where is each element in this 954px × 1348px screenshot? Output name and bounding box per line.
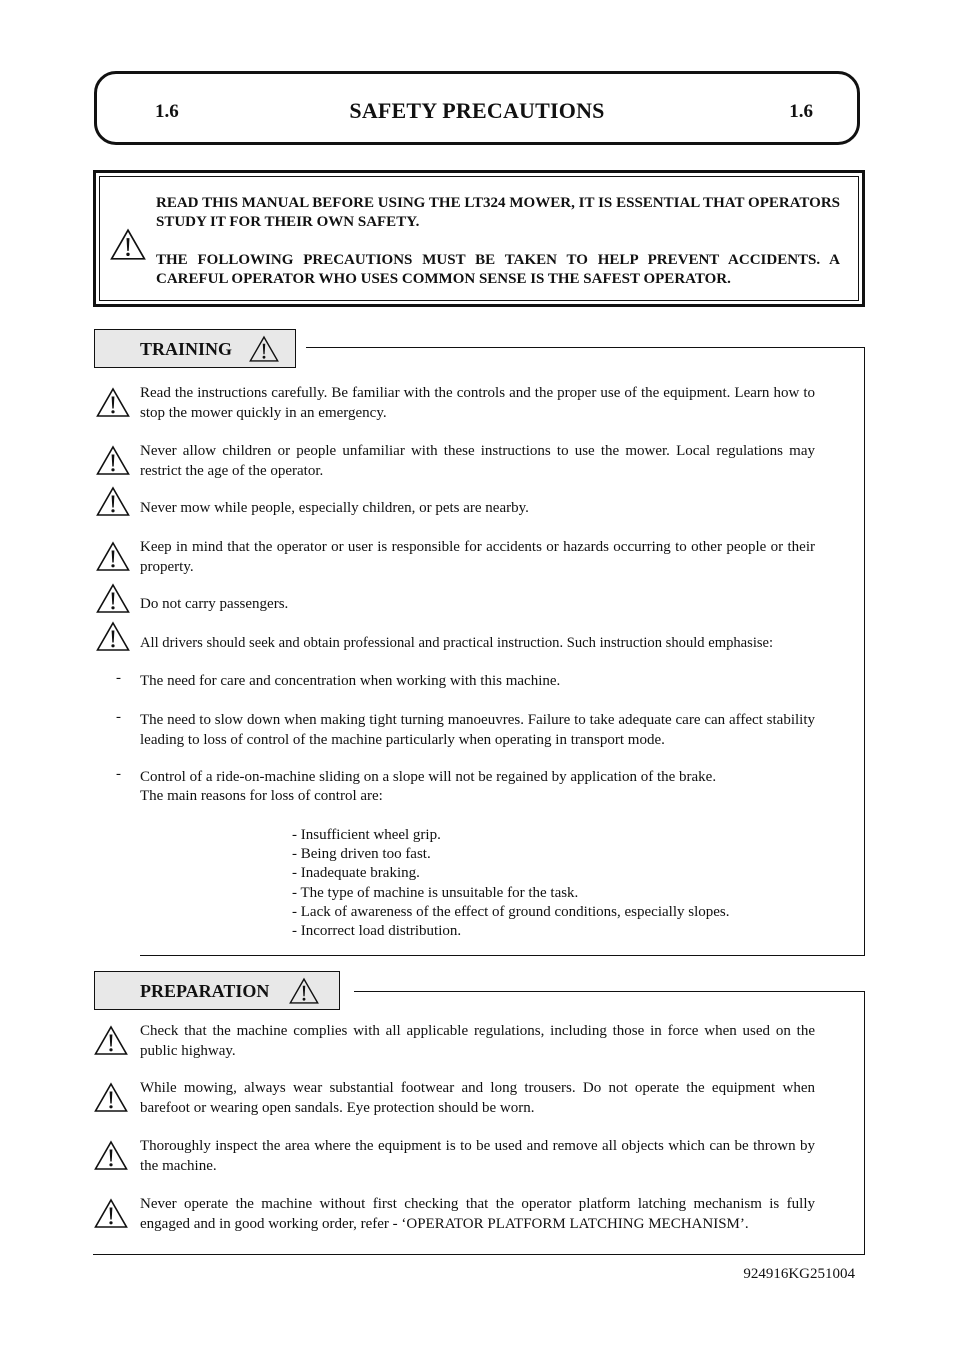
training-bottom-rule: [140, 955, 865, 956]
reason-item: - Being driven too fast.: [292, 846, 431, 863]
reason-item: - Insufficient wheel grip.: [292, 827, 441, 843]
warning-triangle-icon: [94, 1198, 128, 1229]
training-item: Do not carry passengers.: [140, 596, 289, 612]
training-label: [94, 329, 296, 368]
dash-bullet: -: [116, 766, 121, 782]
warning-text-2: THE FOLLOWING PRECAUTIONS MUST BE TAKEN TO HELP PREVENT ACCIDENTS. A CAREFUL OPERATOR WHO USES COMMON SENSE IS THE SAFEST OPERATOR.: [156, 252, 840, 287]
preparation-label: [94, 971, 340, 1010]
warning-box: [93, 170, 865, 307]
training-heading: TRAINING: [140, 339, 233, 359]
reason-item: - The type of machine is unsuitable for the task.: [292, 884, 579, 901]
preparation-bottom-rule: [93, 1254, 865, 1255]
warning-triangle-icon: [94, 1025, 128, 1056]
reasons-list: [292, 826, 730, 941]
dash-bullet: -: [116, 670, 121, 686]
warning-triangle-icon: [96, 387, 130, 418]
warning-triangle-icon: [96, 621, 130, 652]
preparation-heading: PREPARATION: [140, 981, 270, 1001]
reason-item: - Lack of awareness of the effect of ground conditions, especially slopes.: [292, 903, 730, 920]
warning-triangle-icon: [249, 335, 279, 363]
reason-item: - Incorrect load distribution.: [292, 923, 462, 940]
reason-item: - Inadequate braking.: [292, 865, 420, 882]
preparation-item: While mowing, always wear substantial footwear and long trousers. Do not operate the equipment when barefoot or wearing open sandals. Eye protection should be worn.: [140, 1080, 815, 1116]
dash-item: The need to slow down when making tight turning manoeuvres. Failure to take adequate care can affect stability leading to loss of control of the machine particularly when operating in transport mode.: [140, 712, 815, 748]
preparation-item: Thoroughly inspect the area where the equipment is to be used and remove all objects which can be thrown by the machine.: [140, 1138, 815, 1174]
section-header: [94, 71, 860, 145]
section-number-right: 1.6: [789, 101, 813, 122]
warning-triangle-icon: [96, 486, 130, 517]
dash-item: Control of a ride-on-machine sliding on a slope will not be regained by application of the brake.: [140, 769, 717, 785]
warning-triangle-icon: [94, 1140, 128, 1171]
training-item: All drivers should seek and obtain professional and practical instruction. Such instruction should emphasise:: [140, 635, 774, 651]
dash-bullet: -: [116, 709, 121, 725]
warning-triangle-icon: [96, 541, 130, 572]
training-item: Read the instructions carefully. Be familiar with the controls and the proper use of the equipment. Learn how to stop the mower quickly in an emergency.: [140, 385, 815, 421]
document-code: 924916KG251004: [743, 1266, 855, 1282]
warning-triangle-icon: [289, 977, 319, 1005]
warning-triangle-icon: [110, 228, 146, 261]
training-item: Never mow while people, especially children, or pets are nearby.: [140, 500, 529, 516]
preparation-item: Check that the machine complies with all applicable regulations, including those in force when used on the public highway.: [140, 1023, 815, 1059]
training-item: Never allow children or people unfamiliar with these instructions to use the mower. Local regulations may restrict the age of the operator.: [140, 443, 815, 479]
warning-triangle-icon: [94, 1082, 128, 1113]
page-title: SAFETY PRECAUTIONS: [349, 98, 605, 123]
section-number-left: 1.6: [155, 101, 179, 122]
training-item: Keep in mind that the operator or user is responsible for accidents or hazards occurring to other people or their property.: [140, 539, 815, 575]
dash-item: The need for care and concentration when working with this machine.: [140, 673, 561, 689]
reasons-intro: The main reasons for loss of control are:: [140, 788, 383, 804]
warning-text-1: READ THIS MANUAL BEFORE USING THE LT324 MOWER, IT IS ESSENTIAL THAT OPERATORS STUDY IT FOR THEIR OWN SAFETY.: [156, 195, 840, 230]
warning-triangle-icon: [96, 445, 130, 476]
warning-triangle-icon: [96, 583, 130, 614]
preparation-item: Never operate the machine without first checking that the operator platform latching mechanism is fully engaged and in good working order, refer - ‘OPERATOR PLATFORM LATCHING MECHANISM’.: [140, 1196, 815, 1232]
